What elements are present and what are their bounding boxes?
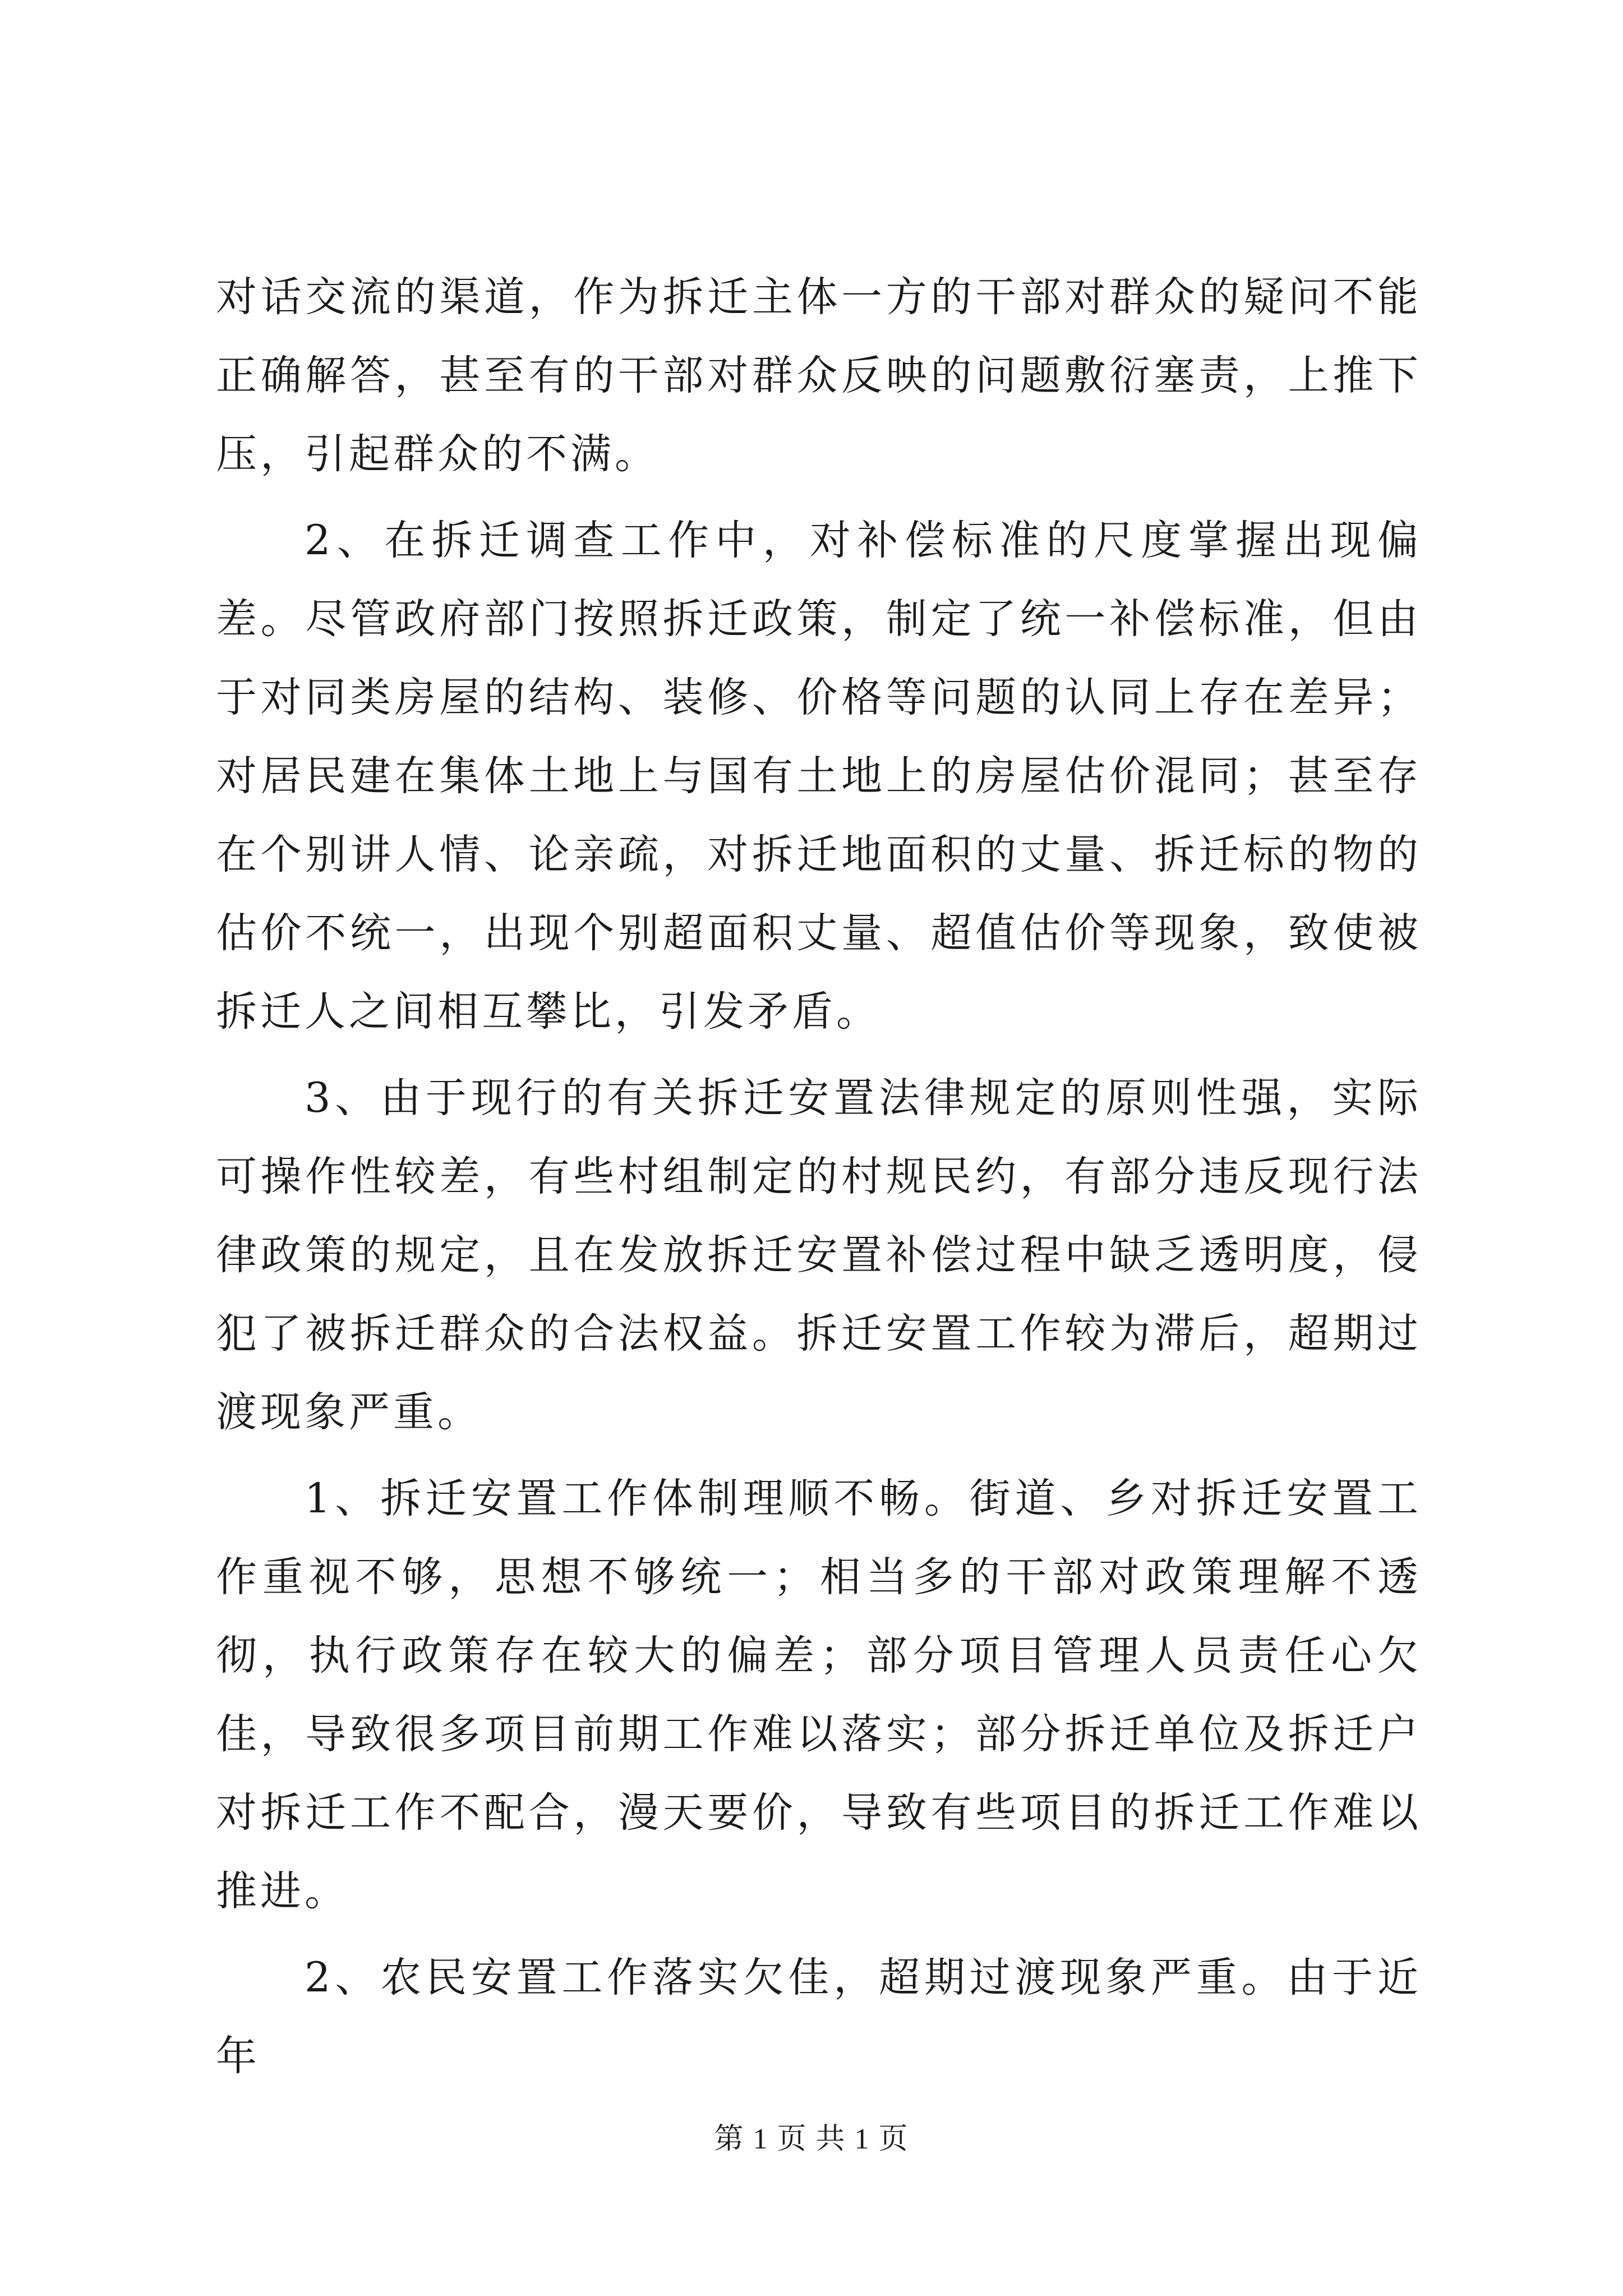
paragraph: 3、由于现行的有关拆迁安置法律规定的原则性强，实际可操作性较差，有些村组制定的村规民约，有部分违反现行法律政策的规定，且在发放拆迁安置补偿过程中缺乏透明度，侵犯了被拆迁群众的合法权益。拆迁安置工作较为滞后，超期过渡现象严重。 bbox=[216, 1074, 1422, 1436]
paragraph: 对话交流的渠道，作为拆迁主体一方的干部对群众的疑问不能正确解答，甚至有的干部对群众反映的问题敷衍塞责，上推下压，引起群众的不满。 bbox=[216, 273, 1422, 478]
page-number-footer: 第 1 页 共 1 页 bbox=[714, 2123, 909, 2155]
document-body bbox=[216, 258, 1422, 2104]
paragraph: 2、在拆迁调查工作中，对补偿标准的尺度掌握出现偏差。尽管政府部门按照拆迁政策，制定了统一补偿标准，但由于对同类房屋的结构、装修、价格等问题的认同上存在差异；对居民建在集体土地上与国有土地上的房屋估价混同；甚至存在个别讲人情、论亲疏，对拆迁地面积的丈量、拆迁标的物的估价不统一，出现个别超面积丈量、超值估价等现象，致使被拆迁人之间相互攀比，引发矛盾。 bbox=[216, 517, 1422, 1036]
paragraph: 1、拆迁安置工作体制理顺不畅。街道、乡对拆迁安置工作重视不够，思想不够统一；相当多的干部对政策理解不透彻，执行政策存在较大的偏差；部分项目管理人员责任心欠佳，导致很多项目前期工作难以落实；部分拆迁单位及拆迁户对拆迁工作不配合，漫天要价，导致有些项目的拆迁工作难以推进。 bbox=[216, 1475, 1422, 1915]
paragraph: 2、农民安置工作落实欠佳，超期过渡现象严重。由于近年 bbox=[216, 1954, 1422, 2080]
